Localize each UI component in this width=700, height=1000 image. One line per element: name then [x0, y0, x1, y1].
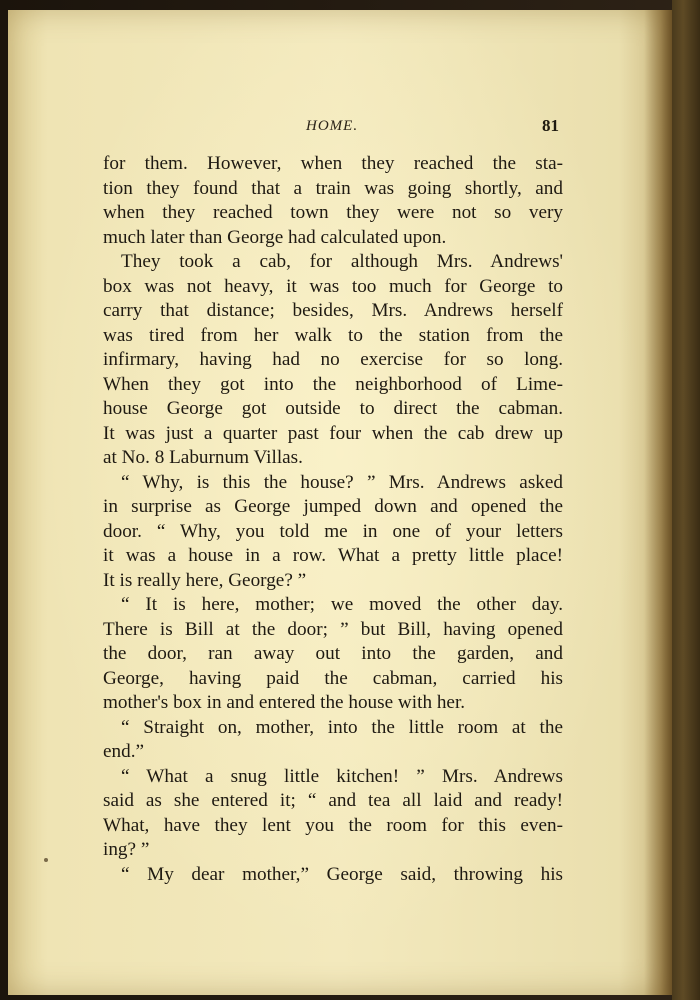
text-line: There is Bill at the door; ” but Bill, having opened — [103, 618, 563, 640]
text-line: They took a cab, for although Mrs. Andrews' — [121, 251, 563, 272]
text-line: “ It is here, mother; we moved the other day. — [121, 594, 563, 615]
text-line: infirmary, having had no exercise for so long. — [103, 349, 563, 370]
text-line: “ What a snug little kitchen! ” Mrs. Andrews — [121, 765, 563, 787]
text-line: “ Straight on, mother, into the little room at the — [121, 716, 563, 738]
page-number: 81 — [542, 116, 559, 135]
book-spine — [672, 0, 700, 1000]
text-line: “ My dear mother,” George said, throwing his — [121, 863, 563, 885]
page-gutter-shadow — [644, 10, 672, 995]
text-line: in surprise as George jumped down and opened the — [103, 496, 563, 517]
text-line: door. “ Why, you told me in one of your letters — [103, 520, 563, 542]
book-page — [8, 10, 672, 995]
text-line: George, having paid the cabman, carried his — [103, 667, 563, 689]
text-line: end.” — [103, 741, 145, 762]
paper-speck — [44, 858, 48, 862]
page-header — [8, 118, 672, 138]
text-line: at No. 8 Laburnum Villas. — [103, 447, 303, 468]
text-line: it was a house in a row. What a pretty little place! — [103, 545, 563, 566]
text-line: for them. However, when they reached the sta- — [103, 153, 563, 174]
text-line: was tired from her walk to the station from the — [103, 324, 563, 346]
text-line: “ Why, is this the house? ” Mrs. Andrews asked — [121, 471, 563, 493]
text-line: box was not heavy, it was too much for George to — [103, 275, 563, 297]
text-line: When they got into the neighborhood of Lime- — [103, 373, 563, 395]
text-line: It was just a quarter past four when the cab drew up — [103, 422, 563, 444]
text-line: when they reached town they were not so very — [103, 202, 563, 223]
text-line: the door, ran away out into the garden, and — [103, 643, 563, 664]
body-text — [103, 152, 563, 887]
text-line: tion they found that a train was going shortly, and — [103, 177, 563, 199]
text-line: It is really here, George? ” — [103, 569, 307, 591]
text-line: said as she entered it; “ and tea all laid and ready! — [103, 790, 563, 811]
text-line: mother's box in and entered the house with her. — [103, 692, 466, 713]
text-line: house George got outside to direct the cabman. — [103, 398, 563, 419]
text-line: ing? ” — [103, 839, 150, 860]
text-line: What, have they lent you the room for this even- — [103, 814, 563, 836]
running-head: HOME. — [306, 118, 359, 134]
text-line: carry that distance; besides, Mrs. Andrews herself — [103, 300, 563, 321]
text-line: much later than George had calculated upon. — [103, 226, 447, 248]
